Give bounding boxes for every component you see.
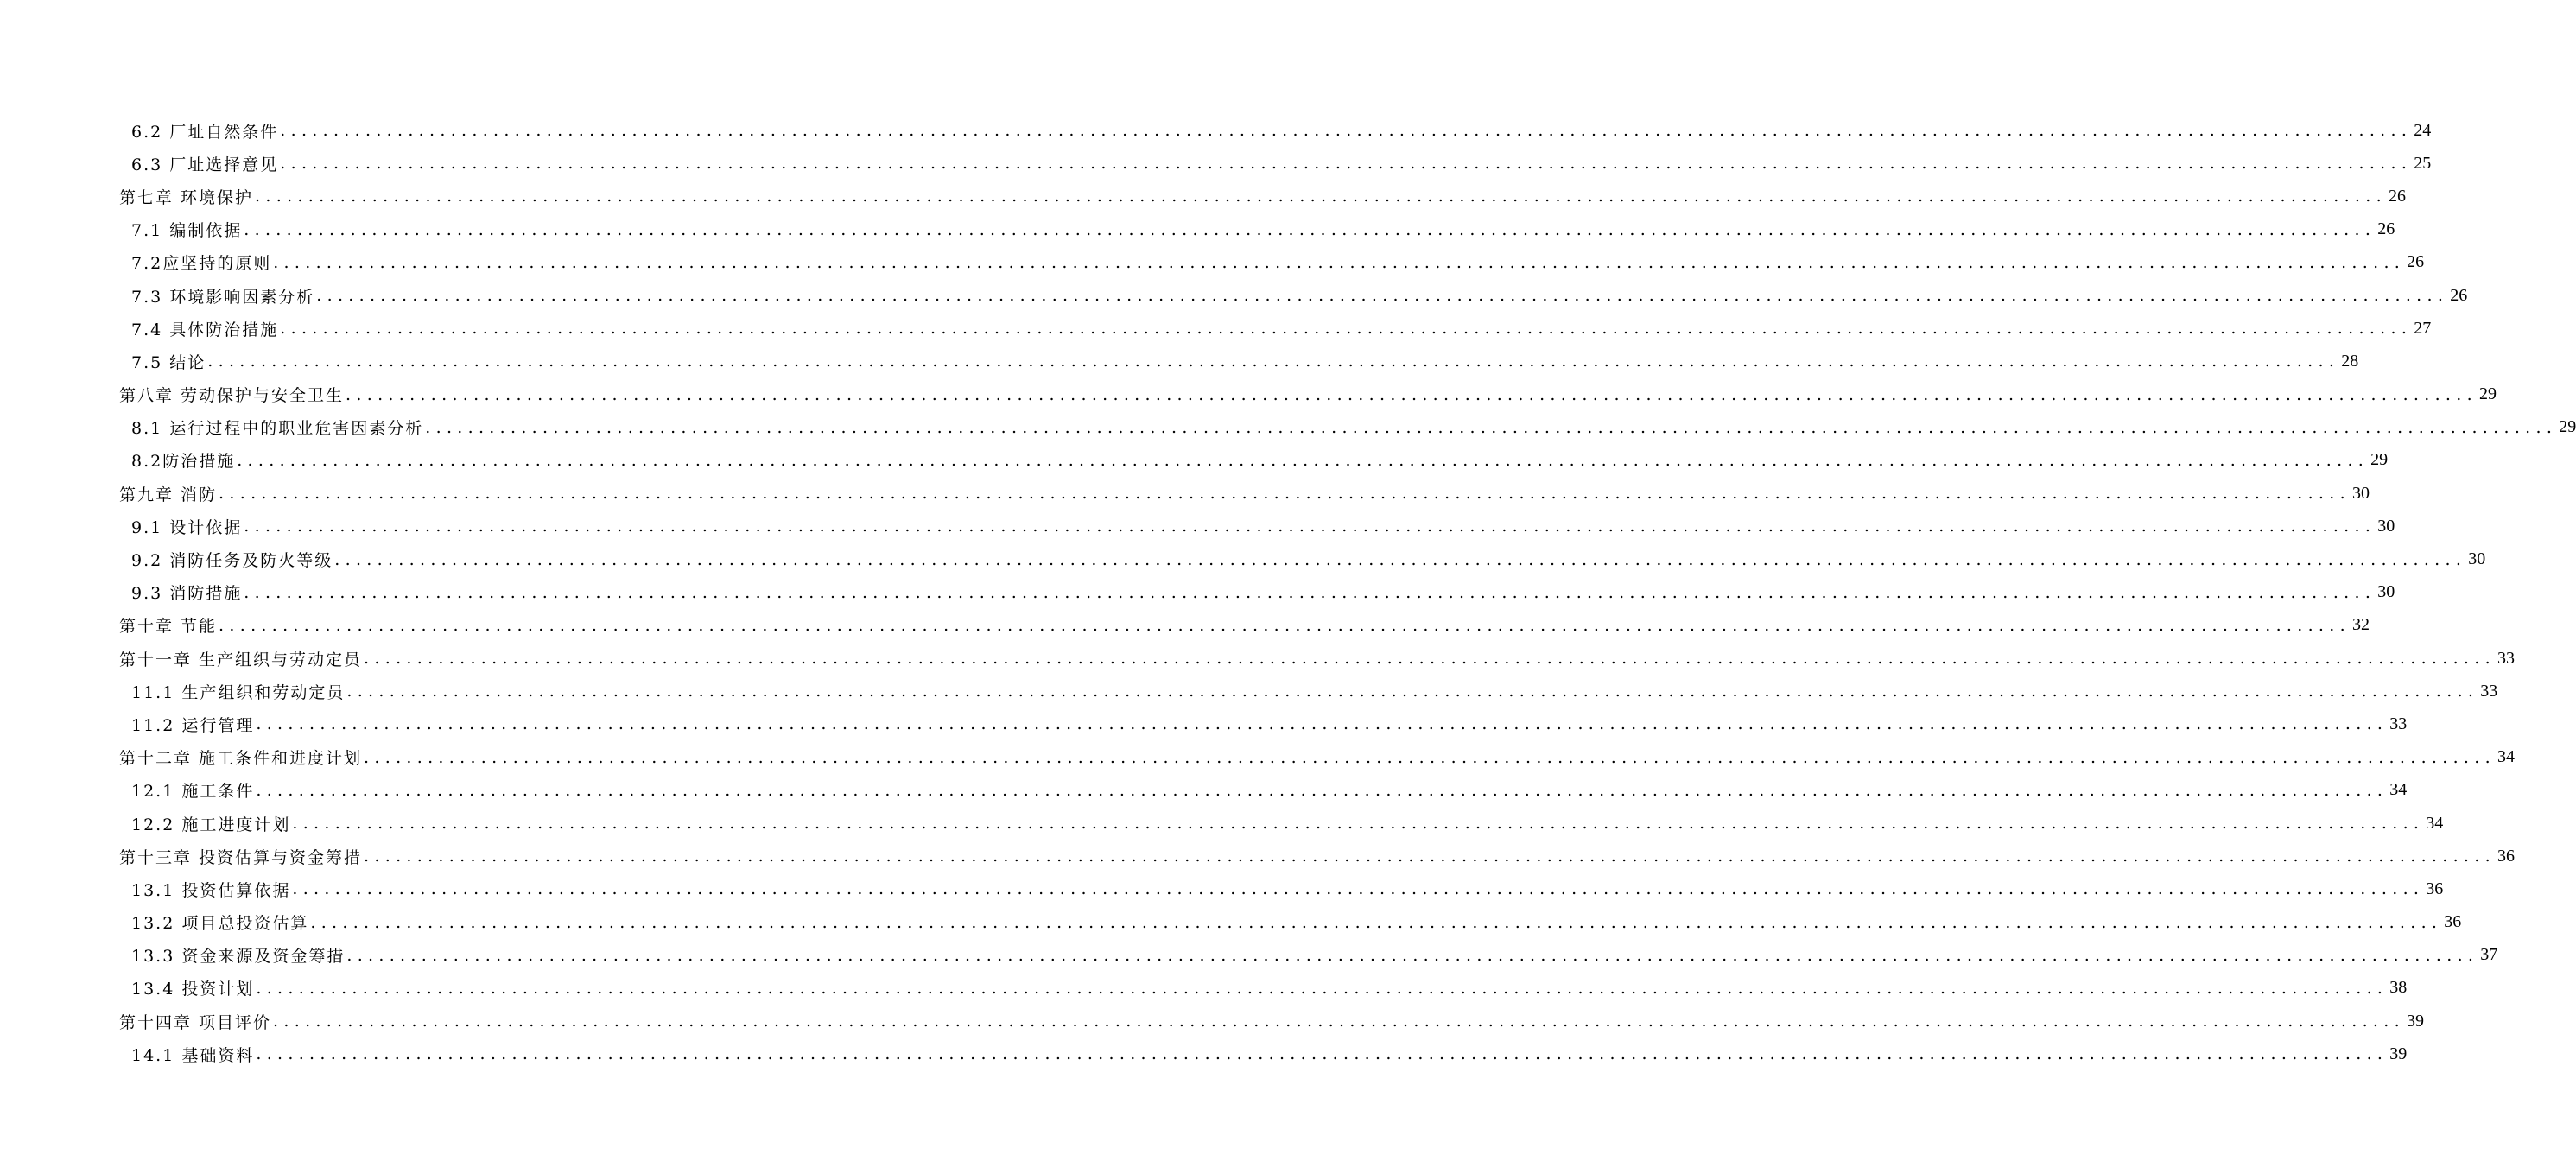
toc-entry-page-number: 30 bbox=[2377, 516, 2395, 536]
toc-entry-title: 13.4 投资计划 bbox=[131, 980, 255, 999]
toc-leader-dots: ........................................................................................................................................................................................................ bbox=[237, 450, 2370, 470]
toc-entry-page-number: 33 bbox=[2497, 648, 2515, 668]
toc-entry[interactable] bbox=[119, 906, 2462, 939]
toc-entry[interactable] bbox=[119, 1005, 2424, 1037]
toc-entry-title: 第九章 消防 bbox=[119, 485, 218, 504]
toc-leader-dots: ........................................................................................................................................................................................................ bbox=[425, 417, 2558, 437]
toc-leader-dots: ........................................................................................................................................................................................................ bbox=[334, 549, 2467, 569]
toc-entry-title: 9.3 消防措施 bbox=[131, 584, 243, 604]
toc-entry[interactable] bbox=[119, 741, 2515, 774]
toc-leader-dots: ........................................................................................................................................................................................................ bbox=[207, 352, 2340, 371]
toc-entry-page-number: 29 bbox=[2478, 384, 2497, 404]
toc-leader-dots: ........................................................................................................................................................................................................ bbox=[273, 252, 2406, 272]
toc-leader-dots: ........................................................................................................................................................................................................ bbox=[310, 912, 2443, 932]
toc-entry-title: 第十二章 施工条件和进度计划 bbox=[119, 749, 363, 769]
toc-leader-dots: ........................................................................................................................................................................................................ bbox=[255, 187, 2387, 206]
toc-leader-dots: ........................................................................................................................................................................................................ bbox=[364, 747, 2496, 767]
toc-entry[interactable] bbox=[119, 345, 2359, 377]
toc-entry[interactable] bbox=[119, 312, 2432, 345]
toc-leader-dots: ........................................................................................................................................................................................................ bbox=[256, 714, 2389, 734]
toc-entry-page-number: 33 bbox=[2480, 681, 2498, 701]
toc-leader-dots: ........................................................................................................................................................................................................ bbox=[280, 154, 2413, 174]
toc-entry-title: 第十章 节能 bbox=[119, 617, 218, 637]
toc-entry-page-number: 25 bbox=[2414, 153, 2432, 173]
toc-entry-page-number: 39 bbox=[2389, 1044, 2408, 1063]
toc-entry-page-number: 37 bbox=[2480, 945, 2498, 965]
toc-entry[interactable] bbox=[119, 840, 2515, 872]
toc-entry-page-number: 26 bbox=[2407, 252, 2425, 272]
toc-entry-title: 第七章 环境保护 bbox=[119, 187, 254, 207]
toc-entry-page-number: 34 bbox=[2389, 780, 2408, 800]
toc-entry-page-number: 24 bbox=[2414, 120, 2432, 140]
toc-leader-dots: ........................................................................................................................................................................................................ bbox=[316, 286, 2449, 306]
toc-leader-dots: ........................................................................................................................................................................................................ bbox=[292, 879, 2425, 899]
toc-entry-title: 11.1 生产组织和劳动定员 bbox=[131, 682, 346, 702]
toc-entry-title: 9.1 设计依据 bbox=[131, 517, 243, 537]
toc-leader-dots: ........................................................................................................................................................................................................ bbox=[346, 945, 2479, 965]
toc-entry[interactable] bbox=[119, 576, 2395, 609]
toc-entry[interactable] bbox=[119, 774, 2408, 807]
toc-entry-title: 7.3 环境影响因素分析 bbox=[131, 287, 315, 307]
toc-leader-dots: ........................................................................................................................................................................................................ bbox=[244, 219, 2376, 239]
toc-entry[interactable] bbox=[119, 707, 2408, 740]
toc-leader-dots: ........................................................................................................................................................................................................ bbox=[280, 121, 2413, 141]
toc-entry[interactable] bbox=[119, 411, 2576, 444]
toc-entry-page-number: 27 bbox=[2414, 318, 2432, 338]
toc-leader-dots: ........................................................................................................................................................................................................ bbox=[219, 484, 2351, 504]
toc-entry-title: 8.2防治措施 bbox=[131, 452, 236, 472]
toc-leader-dots: ........................................................................................................................................................................................................ bbox=[346, 384, 2478, 404]
toc-entry-page-number: 39 bbox=[2406, 1011, 2424, 1031]
toc-entry-title: 13.1 投资估算依据 bbox=[131, 880, 291, 900]
toc-entry-title: 7.2应坚持的原则 bbox=[131, 254, 272, 274]
toc-leader-dots: ........................................................................................................................................................................................................ bbox=[244, 582, 2376, 602]
toc-entry-page-number: 33 bbox=[2389, 714, 2408, 733]
toc-entry-page-number: 28 bbox=[2341, 351, 2359, 371]
toc-entry-title: 第十四章 项目评价 bbox=[119, 1012, 272, 1032]
toc-entry-page-number: 26 bbox=[2377, 219, 2395, 239]
toc-entry[interactable] bbox=[119, 609, 2370, 642]
toc-entry[interactable] bbox=[119, 180, 2406, 213]
toc-entry-title: 14.1 基础资料 bbox=[131, 1045, 255, 1065]
toc-entry-page-number: 26 bbox=[2388, 186, 2406, 206]
toc-entry-title: 第八章 劳动保护与安全卫生 bbox=[119, 386, 345, 406]
toc-entry-page-number: 36 bbox=[2426, 879, 2444, 898]
toc-entry[interactable] bbox=[119, 872, 2444, 905]
toc-entry-page-number: 30 bbox=[2377, 582, 2395, 602]
toc-entry[interactable] bbox=[119, 444, 2389, 477]
toc-entry[interactable] bbox=[119, 246, 2425, 279]
toc-leader-dots: ........................................................................................................................................................................................................ bbox=[256, 1044, 2389, 1064]
toc-entry-title: 12.1 施工条件 bbox=[131, 782, 255, 802]
toc-entry[interactable] bbox=[119, 642, 2515, 675]
toc-entry-title: 13.2 项目总投资估算 bbox=[131, 914, 309, 934]
toc-entry-page-number: 29 bbox=[2370, 450, 2389, 470]
toc-entry-page-number: 34 bbox=[2497, 747, 2515, 767]
toc-entry-title: 8.1 运行过程中的职业危害因素分析 bbox=[131, 419, 424, 439]
toc-entry-page-number: 38 bbox=[2389, 978, 2408, 998]
toc-entry-page-number: 29 bbox=[2559, 417, 2576, 437]
table-of-contents bbox=[119, 114, 2576, 1070]
toc-leader-dots: ........................................................................................................................................................................................................ bbox=[256, 978, 2389, 998]
toc-entry-title: 6.3 厂址选择意见 bbox=[131, 155, 279, 174]
toc-entry[interactable] bbox=[119, 279, 2468, 312]
toc-entry[interactable] bbox=[119, 510, 2395, 542]
toc-entry-title: 9.2 消防任务及防火等级 bbox=[131, 551, 333, 571]
toc-entry-page-number: 36 bbox=[2444, 912, 2462, 932]
toc-entry-page-number: 30 bbox=[2351, 483, 2370, 503]
toc-entry[interactable] bbox=[119, 939, 2498, 972]
toc-leader-dots: ........................................................................................................................................................................................................ bbox=[256, 780, 2389, 800]
toc-entry[interactable] bbox=[119, 675, 2498, 707]
toc-entry-title: 13.3 资金来源及资金筹措 bbox=[131, 947, 346, 967]
toc-entry-title: 第十三章 投资估算与资金筹措 bbox=[119, 847, 363, 867]
toc-entry[interactable] bbox=[119, 477, 2370, 510]
toc-entry[interactable] bbox=[119, 114, 2432, 147]
toc-entry[interactable] bbox=[119, 807, 2444, 840]
toc-leader-dots: ........................................................................................................................................................................................................ bbox=[364, 847, 2496, 866]
toc-leader-dots: ........................................................................................................................................................................................................ bbox=[273, 1012, 2405, 1031]
toc-entry[interactable] bbox=[119, 542, 2486, 575]
toc-entry-page-number: 26 bbox=[2450, 285, 2468, 305]
toc-entry-page-number: 36 bbox=[2497, 846, 2515, 866]
toc-leader-dots: ........................................................................................................................................................................................................ bbox=[280, 319, 2413, 339]
toc-entry-title: 7.1 编制依据 bbox=[131, 221, 243, 241]
toc-entry[interactable] bbox=[119, 972, 2408, 1005]
toc-entry[interactable] bbox=[119, 1037, 2408, 1070]
toc-entry-page-number: 30 bbox=[2468, 549, 2486, 569]
toc-leader-dots: ........................................................................................................................................................................................................ bbox=[346, 682, 2479, 701]
toc-entry-title: 6.2 厂址自然条件 bbox=[131, 122, 279, 142]
toc-entry-title: 7.5 结论 bbox=[131, 352, 206, 372]
toc-entry-title: 12.2 施工进度计划 bbox=[131, 815, 291, 834]
toc-entry-page-number: 34 bbox=[2426, 813, 2444, 833]
toc-leader-dots: ........................................................................................................................................................................................................ bbox=[219, 615, 2351, 635]
toc-entry-page-number: 32 bbox=[2351, 615, 2370, 635]
toc-entry-title: 7.4 具体防治措施 bbox=[131, 320, 279, 339]
toc-entry[interactable] bbox=[119, 213, 2395, 246]
toc-entry-title: 11.2 运行管理 bbox=[131, 715, 255, 735]
toc-leader-dots: ........................................................................................................................................................................................................ bbox=[292, 814, 2425, 834]
toc-entry[interactable] bbox=[119, 147, 2432, 180]
toc-entry[interactable] bbox=[119, 378, 2497, 411]
toc-entry-title: 第十一章 生产组织与劳动定员 bbox=[119, 650, 363, 669]
toc-leader-dots: ........................................................................................................................................................................................................ bbox=[364, 649, 2496, 669]
toc-leader-dots: ........................................................................................................................................................................................................ bbox=[244, 517, 2376, 536]
